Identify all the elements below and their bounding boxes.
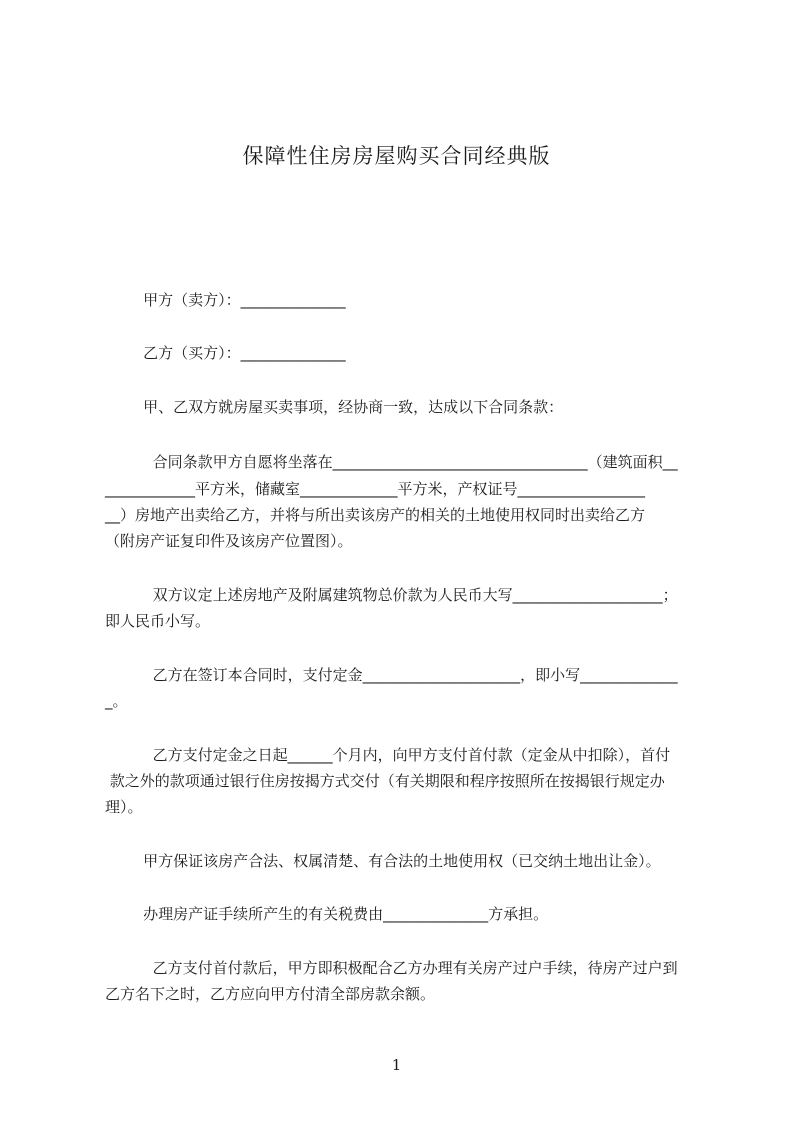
clause-transfer-line-2: 乙方名下之时，乙方应向甲方付清全部房款余额。 — [105, 985, 436, 1003]
clause-payment-line-1: 乙方支付定金之日起______个月内，向甲方支付首付款（定金从中扣除），首付 — [105, 746, 671, 764]
clause-transfer-line-1: 乙方支付首付款后，甲方即积极配合乙方办理有关房产过户手续，待房产过户到 — [105, 959, 678, 977]
party-b-line: 乙方（买方）：______________ — [105, 344, 346, 362]
clause-deposit-line-1: 乙方在签订本合同时，支付定金_____________________，即小写_____________ — [105, 666, 678, 684]
clause-property-line-4: （附房产证复印件及该房产位置图）。 — [105, 532, 353, 550]
clause-price-line-1: 双方议定上述房地产及附属建筑物总价款为人民币大写____________________； — [105, 586, 678, 604]
party-a-line: 甲方（卖方）：______________ — [105, 291, 346, 309]
clause-guarantee-line: 甲方保证该房产合法、权属清楚、有合法的土地使用权（已交纳土地出让金）。 — [105, 852, 661, 870]
intro-line: 甲、乙双方就房屋买卖事项，经协商一致，达成以下合同条款： — [105, 398, 564, 416]
clause-tax-line: 办理房产证手续所产生的有关税费由______________方承担。 — [105, 905, 549, 923]
clause-property-line-3: __）房地产出卖给乙方，并将与所出卖该房产的相关的土地使用权同时出卖给乙方 — [105, 506, 646, 524]
clause-property-line-1: 合同条款甲方自愿将坐落在__________________________________（建筑面积__ — [105, 453, 678, 471]
clause-payment-line-2: 款之外的款项通过银行住房按揭方式交付（有关期限和程序按照所在按揭银行规定办 — [105, 772, 665, 790]
clause-price-line-2: 即人民币小写。 — [105, 612, 211, 630]
clause-payment-line-3: 理）。 — [105, 798, 143, 816]
document-title: 保障性住房房屋购买合同经典版 — [242, 144, 551, 168]
page-number: 1 — [391, 1056, 402, 1074]
clause-deposit-line-2: _。 — [105, 692, 128, 710]
clause-property-line-2: ____________平方米，储藏室_____________平方米，产权证号_________________ — [105, 480, 646, 498]
